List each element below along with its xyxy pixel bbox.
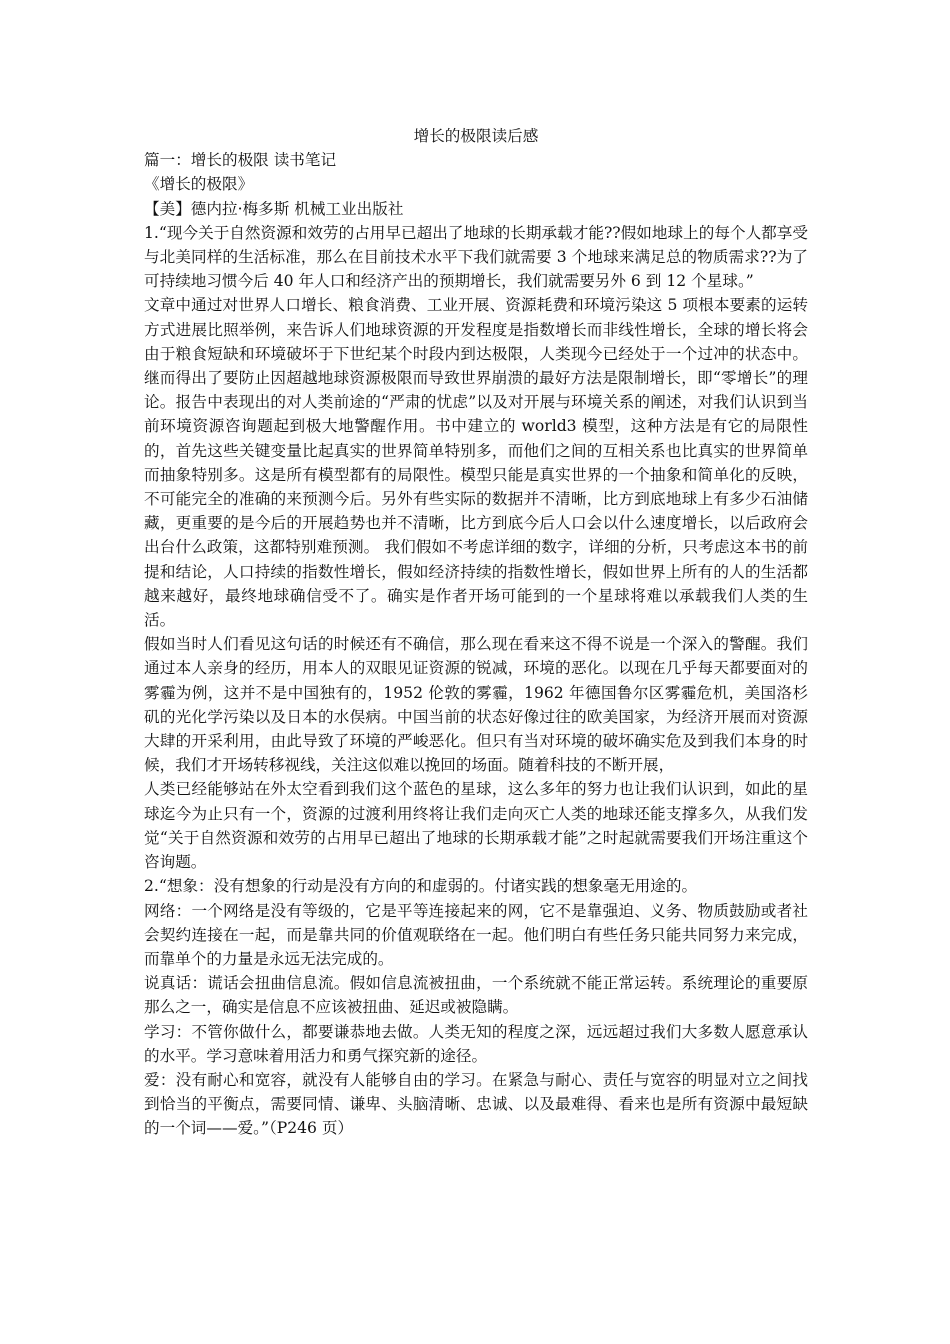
paragraph-body-3: 人类已经能够站在外太空看到我们这个蓝色的星球，这么多年的努力也让我们认识到，如此的星球迄今为止只有一个，资源的过渡利用终将让我们走向灭亡人类的地球还能支撑多久，从我们发觉“关于自然资源和效劳的占用早已超出了地球的长期承载才能”之时起就需要我们开场注重这个咨询题。: [144, 780, 808, 872]
paragraph-quote-2: 2.“想象：没有想象的行动是没有方向的和虚弱的。付诸实践的想象毫无用途的。: [144, 877, 698, 896]
paragraph-network: 网络：一个网络是没有等级的，它是平等连接起来的网，它不是靠强迫、义务、物质鼓励或者社会契约连接在一起，而是靠共同的价值观联络在一起。他们明白有些任务只能共同努力来完成，而靠单个的力量是永远无法完成的。: [144, 901, 808, 968]
paragraph-quote-1: 1.“现今关于自然资源和效劳的占用早已超出了地球的长期承载才能??假如地球上的每个人都享受与北美同样的生活标准，那么在目前技术水平下我们就需要 3 个地球来满足总的物质需求??为了可持续地习惯今后 40 年人口和经济产出的预期增长，我们就需要另外 6 到 12 个星球。”: [144, 223, 808, 291]
document-page: [144, 124, 808, 1141]
paragraph-author-publisher: 【美】德内拉·梅多斯 机械工业出版社: [144, 199, 404, 218]
paragraph-book-title: 《增长的极限》: [144, 175, 254, 194]
paragraph-truth: 说真话：谎话会扭曲信息流。假如信息流被扭曲，一个系统就不能正常运转。系统理论的重要原那么之一，确实是信息不应该被扭曲、延迟或被隐瞒。: [144, 974, 808, 1017]
paragraph-body-1: 文章中通过对世界人口增长、粮食消费、工业开展、资源耗费和环境污染这 5 项根本要素的运转方式进展比照举例，来告诉人们地球资源的开发程度是指数增长而非线性增长，全球的增长将会由于粮食短缺和环境破坏于下世纪某个时段内到达极限，人类现今已经处于一个过冲的状态中。继而得出了要防止因超越地球资源极限而导致世界崩溃的最好方法是限制增长，即“零增长”的理论。报告中表现出的对人类前途的“严肃的忧虑”以及对开展与环境关系的阐述，对我们认识到当前环境资源咨询题起到极大地警醒作用。书中建立的 world3 模型，这种方法是有它的局限性的，首先这些关键变量比起真实的世界简单特别多，而他们之间的互相关系也比真实的世界简单而抽象特别多。这是所有模型都有的局限性。模型只能是真实世界的一个抽象和简单化的反映，不可能完全的准确的来预测今后。另外有些实际的数据并不清晰，比方到底地球上有多少石油储藏，更重要的是今后的开展趋势也并不清晰，比方到底今后人口会以什么速度增长，以后政府会出台什么政策，这都特别难预测。 我们假如不考虑详细的数字，详细的分析，只考虑这本书的前提和结论，人口持续的指数性增长，假如经济持续的指数性增长，假如世界上所有的人的生活都越来越好，最终地球确信受不了。确实是作者开场可能到的一个星球将难以承载我们人类的生活。: [144, 296, 808, 630]
paragraph-love: 爱：没有耐心和宽容，就没有人能够自由的学习。在紧急与耐心、责任与宽容的明显对立之间找到恰当的平衡点，需要同情、谦卑、头脑清晰、忠诚、以及最难得、看来也是所有资源中最短缺的一个词——爱。”（P246 页）: [144, 1070, 808, 1138]
paragraph-section-heading: 篇一：增长的极限 读书笔记: [144, 151, 337, 170]
paragraph-body-2: 假如当时人们看见这句话的时候还有不确信，那么现在看来这不得不说是一个深入的警醒。我们通过本人亲身的经历，用本人的双眼见证资源的锐减，环境的恶化。以现在几乎每天都要面对的雾霾为例，这并不是中国独有的，1952 伦敦的雾霾，1962 年德国鲁尔区雾霾危机，美国洛杉矶的光化学污染以及日本的水俣病。中国当前的状态好像过往的欧美国家，为经济开展而对资源大肆的开采利用，由此导致了环境的严峻恶化。但只有当对环境的破坏确实危及到我们本身的时候，我们才开场转移视线，关注这似难以挽回的场面。随着科技的不断开展，: [144, 635, 808, 775]
paragraph-learning: 学习：不管你做什么，都要谦恭地去做。人类无知的程度之深，远远超过我们大多数人愿意承认的水平。学习意味着用活力和勇气探究新的途径。: [144, 1022, 808, 1065]
document-title: 增长的极限读后感: [413, 127, 539, 145]
